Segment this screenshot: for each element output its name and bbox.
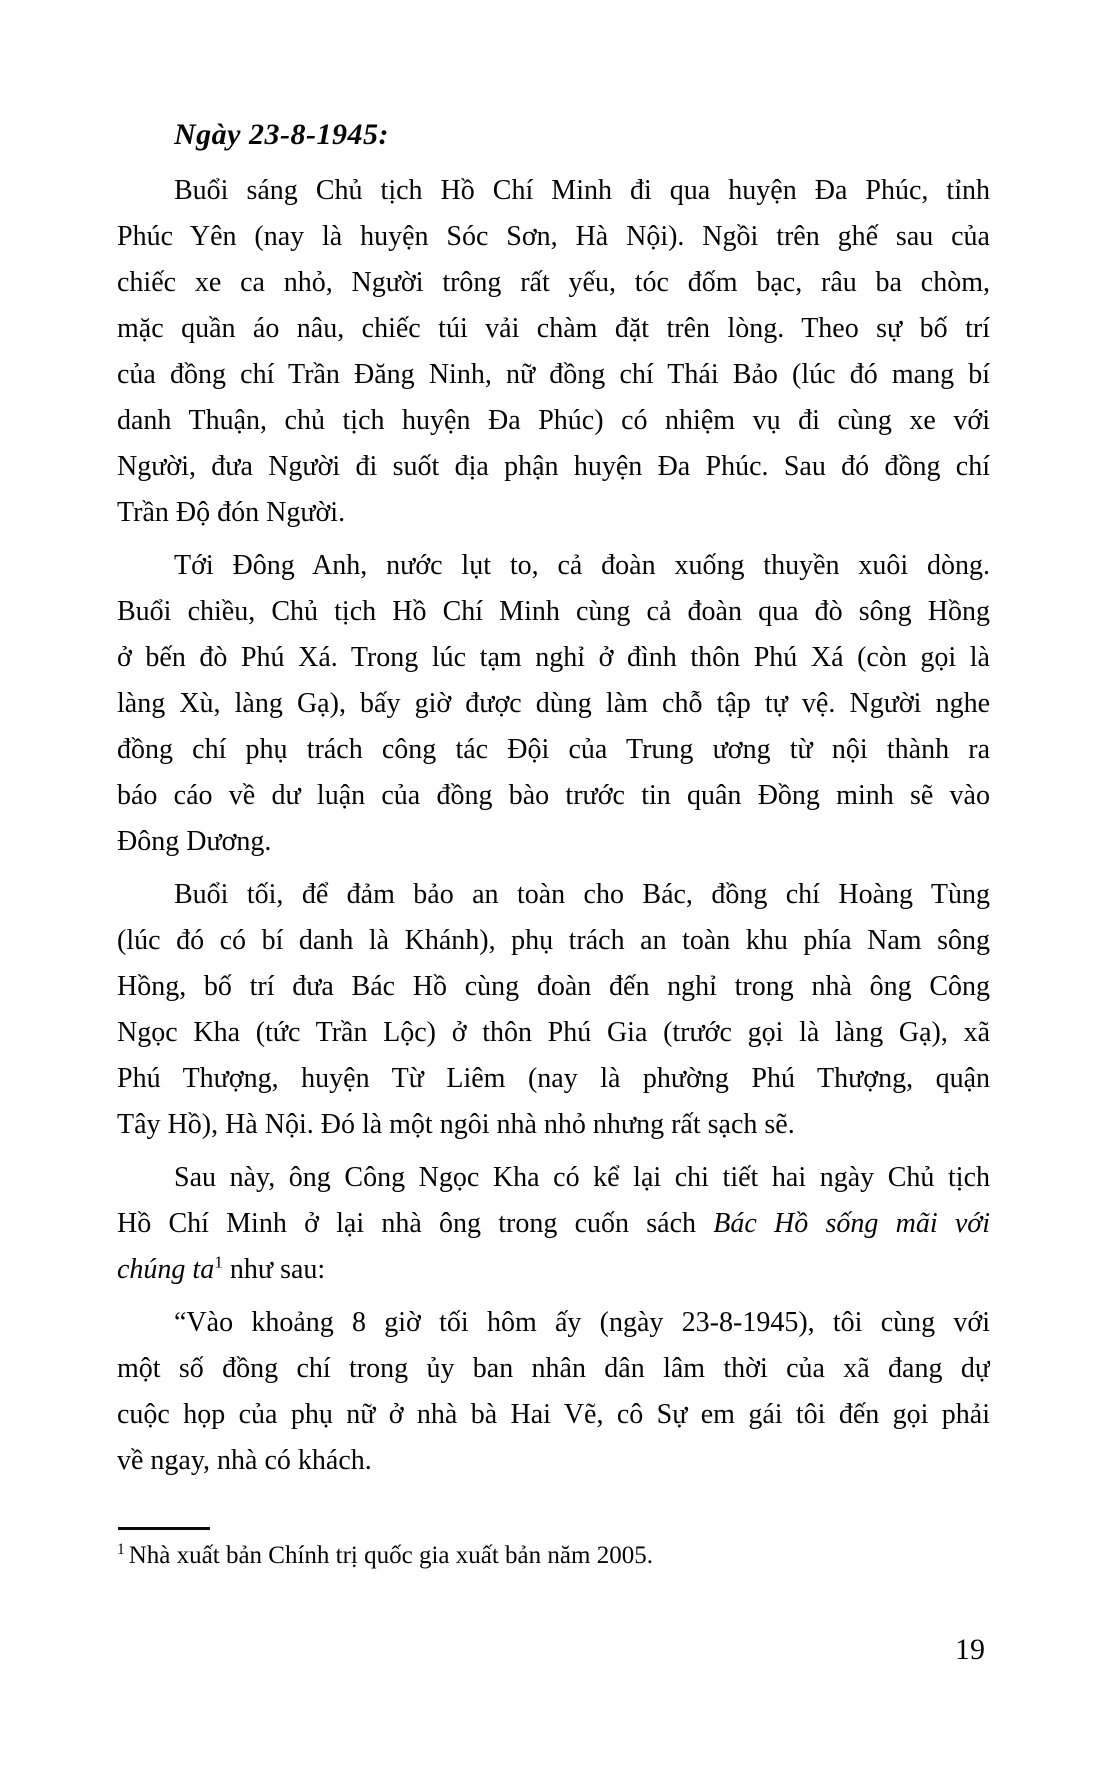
- text-line: [117, 1155, 990, 1201]
- text-segment: Tây Hồ), Hà Nội. Đó là một ngôi nhà nhỏ nhưng rất sạch sẽ.: [117, 1109, 795, 1140]
- text-line: [117, 260, 990, 306]
- text-segment: Buổi tối, để đảm bảo an toàn cho Bác, đồng chí Hoàng Tùng: [174, 879, 990, 910]
- text-segment: của đồng chí Trần Đăng Ninh, nữ đồng chí Thái Bảo (lúc đó mang bí: [117, 359, 990, 390]
- text-line: [117, 490, 990, 536]
- text-line: [117, 819, 990, 865]
- text-line: [117, 398, 990, 444]
- text-segment: Bác Hồ sống mãi với: [713, 1208, 990, 1239]
- text-segment: ở bến đò Phú Xá. Trong lúc tạm nghỉ ở đình thôn Phú Xá (còn gọi là: [117, 642, 990, 673]
- text-segment: (lúc đó có bí danh là Khánh), phụ trách an toàn khu phía Nam sông: [117, 925, 990, 956]
- text-line: [117, 773, 990, 819]
- text-segment: đồng chí phụ trách công tác Đội của Trung ương từ nội thành ra: [117, 734, 990, 765]
- text-segment: Phúc Yên (nay là huyện Sóc Sơn, Hà Nội). Ngồi trên ghế sau của: [117, 221, 990, 252]
- text-line: [117, 1056, 990, 1102]
- text-line: [117, 1247, 990, 1293]
- page-content: [117, 112, 990, 1491]
- text-segment: Người, đưa Người đi suốt địa phận huyện Đa Phúc. Sau đó đồng chí: [117, 451, 990, 482]
- text-segment: Ngọc Kha (tức Trần Lộc) ở thôn Phú Gia (trước gọi là làng Gạ), xã: [117, 1017, 990, 1048]
- paragraph: [117, 872, 990, 1148]
- text-segment: như sau:: [222, 1254, 326, 1285]
- text-line: [117, 352, 990, 398]
- text-segment: Hồng, bố trí đưa Bác Hồ cùng đoàn đến nghỉ trong nhà ông Công: [117, 971, 990, 1002]
- text-line: [117, 1010, 990, 1056]
- text-line: [117, 1438, 990, 1484]
- text-line: [117, 727, 990, 773]
- text-segment: Trần Độ đón Người.: [117, 497, 346, 528]
- text-segment: cuộc họp của phụ nữ ở nhà bà Hai Vẽ, cô Sự em gái tôi đến gọi phải: [117, 1399, 990, 1430]
- footnote-area: [117, 1527, 990, 1572]
- text-line: [117, 306, 990, 352]
- text-line: [117, 543, 990, 589]
- text-line: [117, 918, 990, 964]
- text-segment: báo cáo về dư luận của đồng bào trước tin quân Đồng minh sẽ vào: [117, 780, 990, 811]
- text-segment: Đông Dương.: [117, 826, 272, 857]
- text-line: [117, 1300, 990, 1346]
- footnote: [117, 1540, 990, 1572]
- paragraph: [117, 168, 990, 536]
- text-segment: “Vào khoảng 8 giờ tối hôm ấy (ngày 23-8-1945), tôi cùng với: [174, 1307, 990, 1338]
- text-segment: Buổi chiều, Chủ tịch Hồ Chí Minh cùng cả đoàn qua đò sông Hồng: [117, 596, 990, 627]
- paragraph: [117, 543, 990, 865]
- text-segment: chúng ta: [117, 1254, 215, 1285]
- text-segment: làng Xù, làng Gạ), bấy giờ được dùng làm chỗ tập tự vệ. Người nghe: [117, 688, 990, 719]
- text-segment: về ngay, nhà có khách.: [117, 1445, 372, 1476]
- text-segment: Hồ Chí Minh ở lại nhà ông trong cuốn sách: [117, 1208, 714, 1239]
- text-line: [117, 1392, 990, 1438]
- text-line: [117, 1201, 990, 1247]
- footnote-divider: [118, 1527, 210, 1530]
- text-segment: một số đồng chí trong ủy ban nhân dân lâm thời của xã đang dự: [117, 1353, 990, 1384]
- text-segment: Buổi sáng Chủ tịch Hồ Chí Minh đi qua huyện Đa Phúc, tỉnh: [174, 175, 990, 206]
- paragraph: [117, 1300, 990, 1484]
- text-line: [117, 1102, 990, 1148]
- text-line: [117, 589, 990, 635]
- text-line: [117, 168, 990, 214]
- footnote-reference: 1: [214, 1252, 223, 1272]
- text-line: [117, 964, 990, 1010]
- text-line: [117, 681, 990, 727]
- text-segment: Phú Thượng, huyện Từ Liêm (nay là phường Phú Thượng, quận: [117, 1063, 990, 1094]
- page-number: 19: [955, 1633, 985, 1666]
- text-line: [117, 1346, 990, 1392]
- text-segment: danh Thuận, chủ tịch huyện Đa Phúc) có nhiệm vụ đi cùng xe với: [117, 405, 990, 436]
- text-segment: chiếc xe ca nhỏ, Người trông rất yếu, tóc đốm bạc, râu ba chòm,: [117, 267, 990, 298]
- footnote-marker: 1: [117, 1540, 125, 1558]
- text-segment: Sau này, ông Công Ngọc Kha có kể lại chi tiết hai ngày Chủ tịch: [174, 1162, 990, 1193]
- text-segment: Tới Đông Anh, nước lụt to, cả đoàn xuống thuyền xuôi dòng.: [174, 550, 990, 581]
- text-segment: mặc quần áo nâu, chiếc túi vải chàm đặt trên lòng. Theo sự bố trí: [117, 313, 990, 344]
- body-paragraphs: [117, 168, 990, 1484]
- paragraph: [117, 1155, 990, 1293]
- footnote-text: Nhà xuất bản Chính trị quốc gia xuất bản năm 2005.: [128, 1542, 653, 1569]
- date-heading: Ngày 23-8-1945:: [174, 118, 389, 151]
- text-line: [117, 872, 990, 918]
- text-line: [117, 214, 990, 260]
- text-line: [117, 635, 990, 681]
- text-line: [117, 444, 990, 490]
